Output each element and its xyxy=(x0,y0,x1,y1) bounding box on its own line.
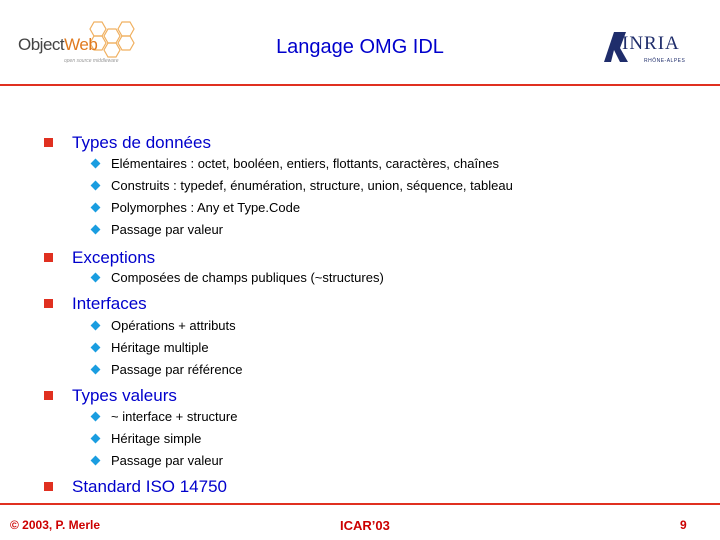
item-text: ~ interface + structure xyxy=(111,409,238,424)
inria-subtitle: RHÔNE-ALPES xyxy=(644,58,686,64)
diamond-bullet-icon xyxy=(91,273,101,283)
item-text: Polymorphes : Any et Type.Code xyxy=(111,200,301,215)
section-text: Exceptions xyxy=(72,248,156,267)
section-text: Types valeurs xyxy=(72,386,177,405)
item-text: Passage par référence xyxy=(111,362,243,377)
objectweb-wordmark: ObjectWeb xyxy=(18,35,98,54)
square-bullet-icon xyxy=(44,138,53,147)
footer-event: ICAR’03 xyxy=(340,518,390,533)
section-text: Types de données xyxy=(72,133,211,152)
square-bullet-icon xyxy=(44,253,53,262)
diamond-bullet-icon xyxy=(91,343,101,353)
inria-wordmark: INRIA xyxy=(622,33,680,54)
slide-title: Langage OMG IDL xyxy=(276,36,444,58)
diamond-bullet-icon xyxy=(91,181,101,191)
footer-copyright: © 2003, P. Merle xyxy=(10,518,101,532)
diamond-bullet-icon xyxy=(91,412,101,422)
diamond-bullet-icon xyxy=(91,321,101,331)
diamond-bullet-icon xyxy=(91,365,101,375)
item-text: Héritage multiple xyxy=(111,340,209,355)
diamond-bullet-icon xyxy=(91,203,101,213)
square-bullet-icon xyxy=(44,299,53,308)
square-bullet-icon xyxy=(44,391,53,400)
footer-divider xyxy=(0,503,720,505)
square-bullet-icon xyxy=(44,482,53,491)
item-text: Elémentaires : octet, booléen, entiers, flottants, caractères, chaînes xyxy=(111,156,500,171)
diamond-bullet-icon xyxy=(91,456,101,466)
item-text: Passage par valeur xyxy=(111,222,224,237)
item-text: Passage par valeur xyxy=(111,453,224,468)
item-text: Héritage simple xyxy=(111,431,202,446)
diamond-bullet-icon xyxy=(91,159,101,169)
diamond-bullet-icon xyxy=(91,225,101,235)
footer-page-number: 9 xyxy=(680,518,687,532)
item-text: Composées de champs publiques (~structures) xyxy=(111,270,384,285)
diamond-bullet-icon xyxy=(91,434,101,444)
objectweb-tagline: open source middleware xyxy=(64,58,119,64)
section-text: Interfaces xyxy=(72,294,147,313)
item-text: Opérations + attributs xyxy=(111,318,236,333)
section-text: Standard ISO 14750 xyxy=(72,477,228,496)
item-text: Construits : typedef, énumération, structure, union, séquence, tableau xyxy=(111,178,513,193)
